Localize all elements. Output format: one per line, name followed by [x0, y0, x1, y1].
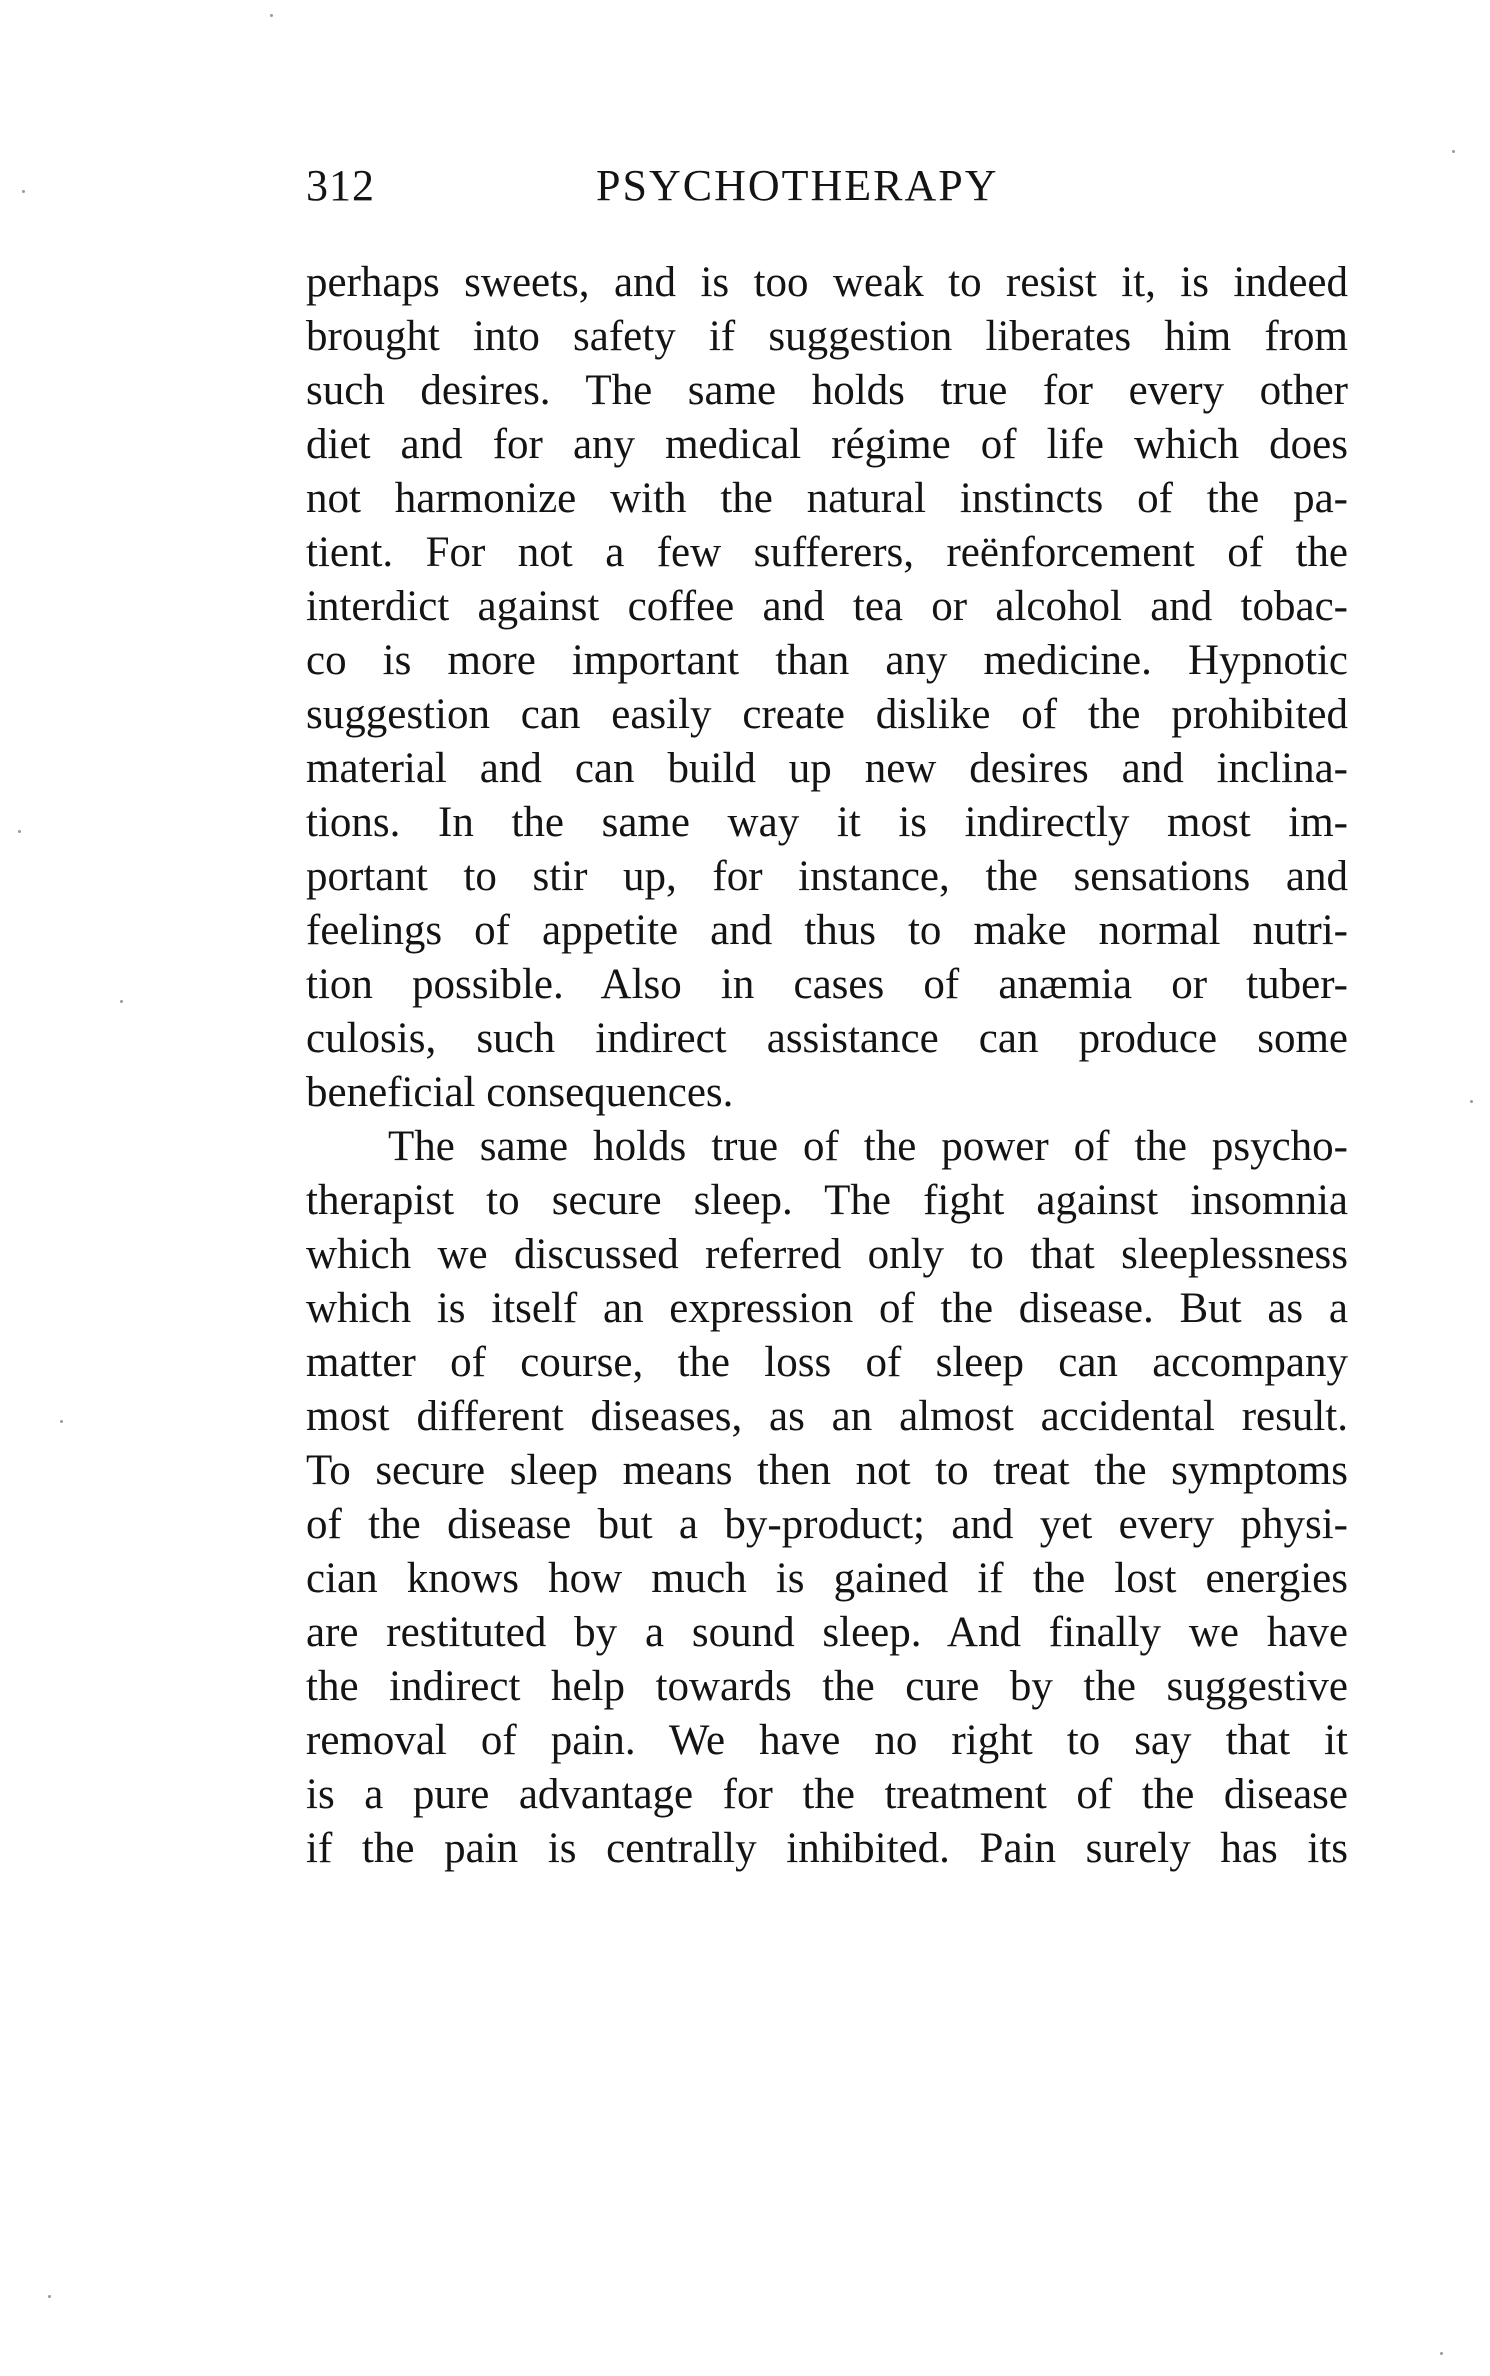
text-line: diet and for any medical régime of life which does — [306, 421, 1348, 468]
scan-speck — [48, 2295, 51, 2298]
scan-speck — [270, 14, 273, 17]
paragraph-first-line: The same holds true of the power of the psycho- — [388, 1123, 1348, 1170]
text-line: tions. In the same way it is indirectly most im- — [306, 799, 1348, 846]
text-line: tion possible. Also in cases of anæmia or tuber- — [306, 961, 1348, 1008]
scan-speck — [120, 1000, 123, 1003]
text-line: which we discussed referred only to that sleeplessness — [306, 1231, 1348, 1278]
scan-speck — [60, 1420, 63, 1423]
text-line: of the disease but a by-product; and yet every physi- — [306, 1501, 1348, 1548]
text-line: co is more important than any medicine. Hypnotic — [306, 637, 1348, 684]
text-line: not harmonize with the natural instincts of the pa- — [306, 475, 1348, 522]
text-line: cian knows how much is gained if the lost energies — [306, 1555, 1348, 1602]
text-line: culosis, such indirect assistance can produce some — [306, 1015, 1348, 1062]
text-line: material and can build up new desires and inclina- — [306, 745, 1348, 792]
text-line: removal of pain. We have no right to say that it — [306, 1717, 1348, 1764]
scan-speck — [1470, 1100, 1473, 1103]
text-line: brought into safety if suggestion liberates him from — [306, 313, 1348, 360]
text-line: such desires. The same holds true for every other — [306, 367, 1348, 414]
text-line: most different diseases, as an almost accidental result. — [306, 1393, 1348, 1440]
running-title: PSYCHOTHERAPY — [596, 161, 999, 210]
text-line: tient. For not a few sufferers, reënforcement of the — [306, 529, 1348, 576]
text-line: matter of course, the loss of sleep can accompany — [306, 1339, 1348, 1386]
scan-speck — [1440, 2352, 1443, 2355]
paragraph-last-line: beneficial consequences. — [306, 1069, 734, 1116]
text-line: interdict against coffee and tea or alcohol and tobac- — [306, 583, 1348, 630]
body-text — [306, 256, 1348, 1876]
text-line: which is itself an expression of the disease. But as a — [306, 1285, 1348, 1332]
running-head — [306, 160, 1348, 220]
text-line: To secure sleep means then not to treat the symptoms — [306, 1447, 1348, 1494]
text-line: feelings of appetite and thus to make normal nutri- — [306, 907, 1348, 954]
text-line: perhaps sweets, and is too weak to resist it, is indeed — [306, 259, 1348, 306]
text-line: the indirect help towards the cure by the suggestive — [306, 1663, 1348, 1710]
scan-speck — [18, 830, 21, 833]
text-line: suggestion can easily create dislike of the prohibited — [306, 691, 1348, 738]
text-line: are restituted by a sound sleep. And finally we have — [306, 1609, 1348, 1656]
scan-speck — [22, 190, 25, 193]
text-line: portant to stir up, for instance, the sensations and — [306, 853, 1348, 900]
page-number: 312 — [306, 161, 375, 210]
text-line: is a pure advantage for the treatment of the disease — [306, 1771, 1348, 1818]
text-line: if the pain is centrally inhibited. Pain surely has its — [306, 1825, 1348, 1872]
text-line: therapist to secure sleep. The fight against insomnia — [306, 1177, 1348, 1224]
scan-speck — [1452, 150, 1455, 153]
